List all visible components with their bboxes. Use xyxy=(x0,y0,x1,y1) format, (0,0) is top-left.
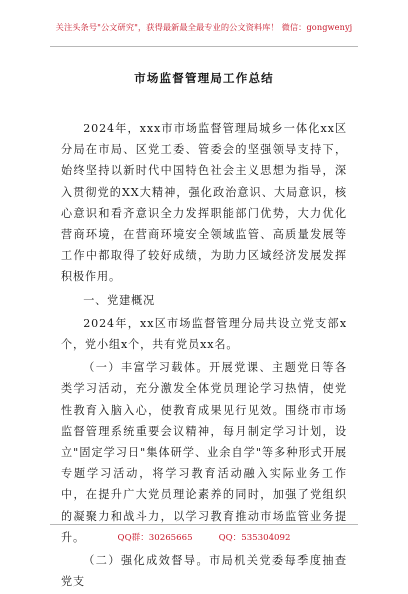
paragraph-party-stats: 2024年，xx区市场监督管理分局共设立党支部x个，党小组x个，共有党员xx名。 xyxy=(61,316,347,352)
header-promo-note: 关注头条号"公文研究"，获得最新最全最专业的公文资料库！ 微信：gongwenyj xyxy=(55,22,353,32)
footer-contact xyxy=(0,531,408,543)
footer-qq: QQ：535304092 xyxy=(218,533,291,543)
paragraph-learning-carrier: （一）丰富学习载体。开展党课、主题党日等各类学习活动，充分激发全体党员理论学习热情，使党性教育入脑入心，使教育成果见行见效。围绕市市场监督管理系统重要会议精神，每月制定学习计划，设立"固定学习日"集体研学、业余自学"等多种形式开展专题学习活动，将学习教育活动融入实际业务工作中，在提升广大党员理论素养的同时，加强了党组织的凝聚力和战斗力，以学习教育推动市场监管业务提升。 xyxy=(61,361,347,544)
section-heading-party-overview: 一、党建概况 xyxy=(83,293,156,307)
paragraph-intro: 2024年，xxx市市场监督管理局城乡一体化xx区分局在市局、区党工委、管委会的坚强领导支持下，始终坚持以新时代中国特色社会主义思想为指导，深入贯彻党的XX大精神，强化政治意识、大局意识，核心意识和看齐意识全力发挥职能部门优势，大力优化营商环境，在营商环境安全领域监管、高质量发展等工作中都取得了较好成绩，为助力区域经济发展发挥积极作用。 xyxy=(61,122,347,284)
footer-divider xyxy=(50,524,358,525)
footer-qq-group: QQ群：30265665 xyxy=(117,533,193,543)
paragraph-supervision: （二）强化成效督导。市局机关党委每季度抽查党支 xyxy=(61,554,347,589)
document-title: 市场监督管理局工作总结 xyxy=(134,71,274,85)
header-divider xyxy=(50,46,358,47)
document-body xyxy=(61,118,347,594)
